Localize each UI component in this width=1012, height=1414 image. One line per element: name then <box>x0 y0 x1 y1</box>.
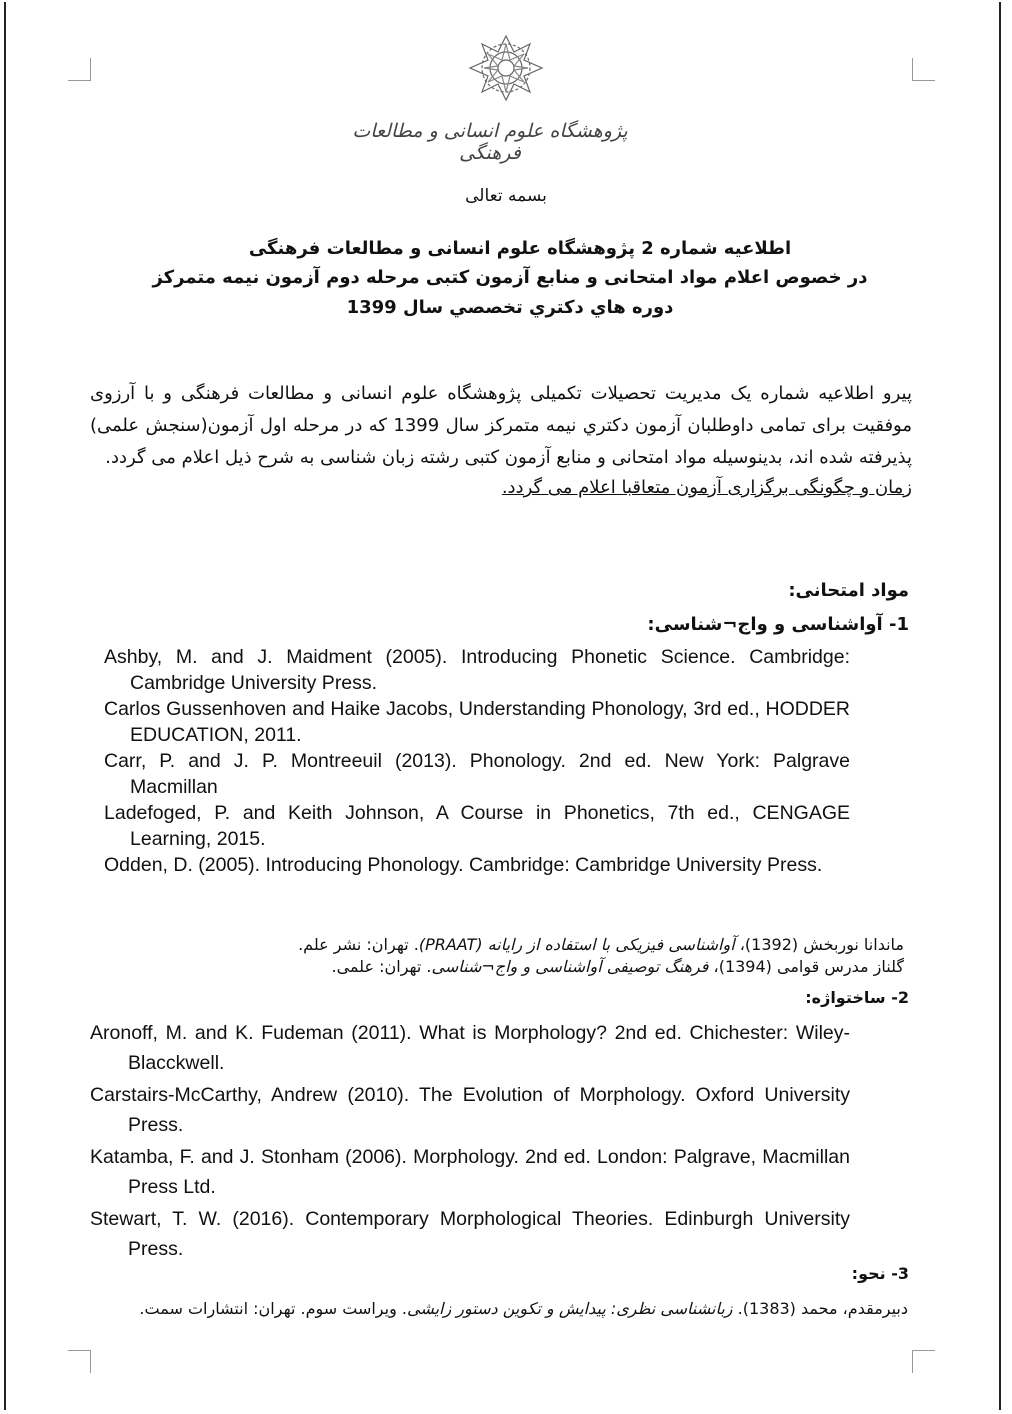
logo-text: پژوهشگاه علوم انسانی و مطالعات فرهنگی <box>352 120 628 164</box>
crop-mark-top-right <box>912 58 935 81</box>
crop-mark-bottom-right <box>912 1350 935 1373</box>
announcement-title-line-1: اطلاعیه شماره 2 پژوهشگاه علوم انسانی و مطالعات فرهنگی <box>248 238 792 259</box>
syntax-heading: 3- نحو: <box>851 1264 909 1283</box>
intro-paragraph-block <box>90 378 912 504</box>
reference-title: زبانشناسی نظری: پیدایش و تکوین دستور زایشی <box>406 1299 733 1318</box>
reference-item: Aronoff, M. and K. Fudeman (2011). What is Morphology? 2nd ed. Chichester: Wiley-Blacckwell. <box>90 1022 850 1074</box>
reference-publisher: . تهران: نشر علم. <box>298 935 419 954</box>
phonology-heading: 1- آواشناسی و واج¬شناسی: <box>647 614 909 635</box>
reference-item: Katamba, F. and J. Stonham (2006). Morphology. 2nd ed. London: Palgrave, Macmillan Press Ltd. <box>90 1146 850 1198</box>
reference-item: Carlos Gussenhoven and Haike Jacobs, Understanding Phonology, 3rd ed., HODDER EDUCATION, 2011. <box>104 698 850 746</box>
reference-title: آواشناسی فیزیکی با استفاده از رایانه (PRAAT) <box>418 935 735 954</box>
reference-title: فرهنگ توصیفی آواشناسی و واج¬شناسی <box>431 957 709 976</box>
announcement-title-line-3: دوره هاي دكتري تخصصي سال 1399 <box>346 297 674 318</box>
reference-publisher: . ویراست سوم. تهران: انتشارات سمت. <box>139 1299 407 1318</box>
reference-item: Odden, D. (2005). Introducing Phonology. Cambridge: Cambridge University Press. <box>104 854 823 876</box>
reference-item: Ladefoged, P. and Keith Johnson, A Course in Phonetics, 7th ed., CENGAGE Learning, 2015. <box>104 802 850 850</box>
intro-paragraph: پیرو اطلاعیه شماره یک مدیریت تحصیلات تکمیلی پژوهشگاه علوم انسانی و مطالعات فرهنگی و با آرزوی موفقیت برای تمامی داوطلبان آزمون دکتري نیمه متمرکز سال 1399 که در مرحله اول آزمون(سنجش علمی) پذیرفته شده اند، بدینوسیله مواد امتحانی و منابع آزمون کتبی رشته زبان شناسی به شرح ذیل اعلام می گردد. <box>90 383 912 468</box>
crop-mark-bottom-left <box>68 1350 91 1373</box>
materials-heading: مواد امتحانی: <box>788 580 909 601</box>
syntax-reference <box>128 1294 908 1324</box>
bismillah-heading: بسمه تعالی <box>465 186 547 206</box>
reference-author: ماندانا نوربخش (1392)، <box>734 935 904 954</box>
reference-author: گلناز مدرس قوامی (1394)، <box>708 957 904 976</box>
morphology-references <box>90 1018 850 1266</box>
persian-reference-item <box>104 934 904 956</box>
reference-publisher: . تهران: علمی. <box>331 957 432 976</box>
phonology-references <box>104 644 850 878</box>
reference-item: Carr, P. and J. P. Montreeuil (2013). Phonology. 2nd ed. New York: Palgrave Macmillan <box>104 750 850 798</box>
exam-time-notice: زمان و چگونگی برگزاری آزمون متعاقبا اعلام می گردد. <box>501 477 912 498</box>
institute-logo-icon <box>458 30 554 110</box>
announcement-title-line-2: در خصوص اعلام مواد امتحانی و منابع آزمون کتبی مرحله دوم آزمون نیمه متمرکز <box>152 267 868 288</box>
crop-mark-top-left <box>68 58 91 81</box>
reference-item: Carstairs-McCarthy, Andrew (2010). The Evolution of Morphology. Oxford University Press. <box>90 1084 850 1136</box>
reference-author: دبیرمقدم، محمد (1383). <box>732 1299 908 1318</box>
reference-item: Ashby, M. and J. Maidment (2005). Introducing Phonetic Science. Cambridge: Cambridge University Press. <box>104 646 850 694</box>
morphology-heading: 2- ساختواژه: <box>805 988 909 1007</box>
persian-reference-item <box>104 956 904 978</box>
reference-item: Stewart, T. W. (2016). Contemporary Morphological Theories. Edinburgh University Press. <box>90 1208 850 1260</box>
phonology-persian-references <box>104 934 904 978</box>
